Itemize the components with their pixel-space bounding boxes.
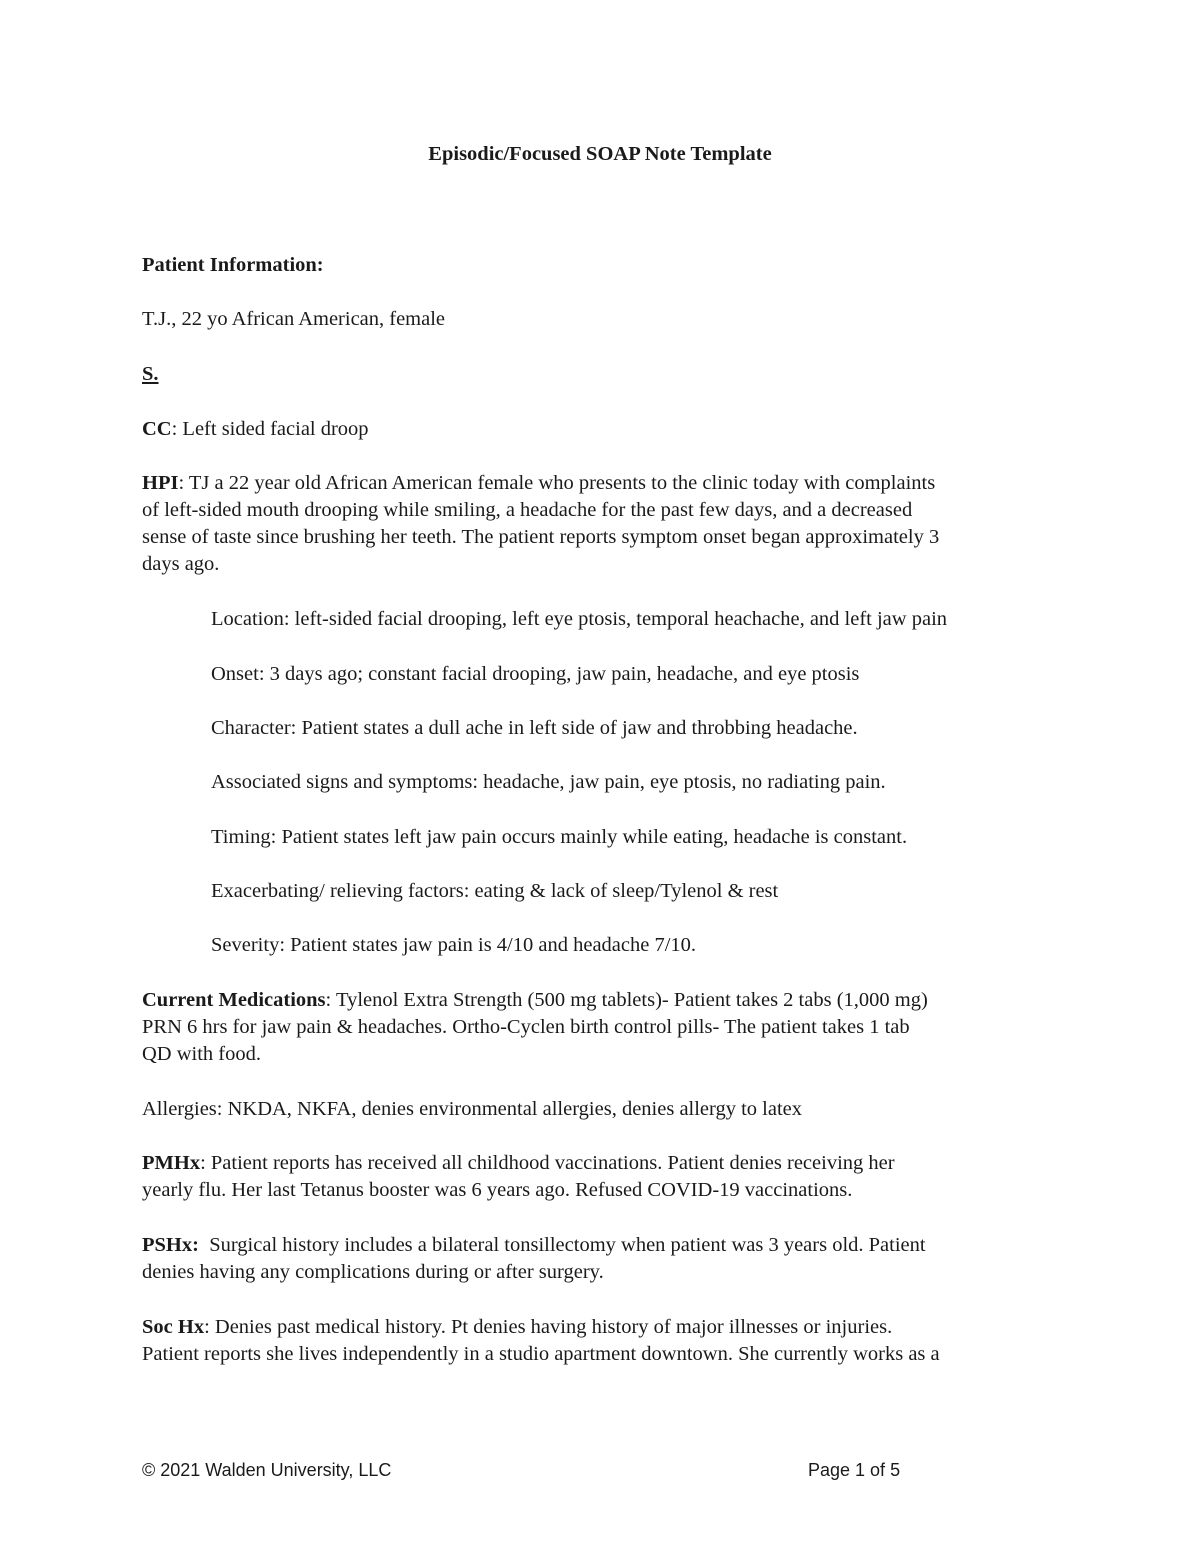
cc-label: CC (142, 418, 172, 440)
current-medications: Current Medications: Tylenol Extra Strength (500 mg tablets)- Patient takes 2 tabs (1,000 mg) PRN 6 hrs for jaw pain & headaches. Ortho-Cyclen birth control pills- The patient takes 1 tab QD with food. (142, 989, 928, 1065)
soc-label: Soc Hx (142, 1316, 205, 1338)
document-title: Episodic/Focused SOAP Note Template (428, 143, 772, 165)
cc-text: : Left sided facial droop (171, 418, 369, 440)
hpi-timing: Timing: Patient states left jaw pain occurs mainly while eating, headache is constant. (211, 826, 908, 848)
pmhx-label: PMHx (142, 1152, 201, 1174)
patient-info-heading: Patient Information: (142, 254, 324, 276)
footer-copyright: © 2021 Walden University, LLC (142, 1460, 392, 1480)
hpi-label: HPI (142, 472, 179, 494)
hpi-line: of left-sided mouth drooping while smiling, a headache for the past few days, and a decreased (142, 499, 913, 521)
hpi-character: Character: Patient states a dull ache in left side of jaw and throbbing headache. (211, 717, 858, 739)
pshx-label: PSHx: (142, 1234, 199, 1256)
patient-info-value: T.J., 22 yo African American, female (142, 308, 446, 330)
subjective-heading: S. (142, 363, 159, 385)
social-history: Soc Hx: Denies past medical history. Pt denies having history of major illnesses or injuries. Patient reports she lives independently in a studio apartment downtown. She currently works as a (142, 1316, 940, 1365)
hpi-line: sense of taste since brushing her teeth. The patient reports symptom onset began approximately 3 (142, 526, 940, 548)
hpi-line: HPI: TJ a 22 year old African American female who presents to the clinic today with complaints (142, 472, 936, 494)
allergies: Allergies: NKDA, NKFA, denies environmental allergies, denies allergy to latex (142, 1098, 803, 1120)
hpi-associated: Associated signs and symptoms: headache, jaw pain, eye ptosis, no radiating pain. (211, 771, 886, 793)
footer-page-number: Page 1 of 5 (808, 1460, 901, 1480)
chief-complaint (142, 416, 1067, 443)
hpi-severity: Severity: Patient states jaw pain is 4/10 and headache 7/10. (211, 934, 697, 956)
pshx: PSHx: Surgical history includes a bilateral tonsillectomy when patient was 3 years old. Patient denies having any complications during or after surgery. (142, 1234, 926, 1283)
hpi-onset: Onset: 3 days ago; constant facial drooping, jaw pain, headache, and eye ptosis (211, 663, 860, 685)
medications-label: Current Medications (142, 989, 326, 1011)
hpi-line: days ago. (142, 553, 220, 575)
hpi-location: Location: left-sided facial drooping, left eye ptosis, temporal heachache, and left jaw pain (211, 608, 948, 630)
pmhx: PMHx: Patient reports has received all childhood vaccinations. Patient denies receiving her yearly flu. Her last Tetanus booster was 6 years ago. Refused COVID-19 vaccinations. (142, 1152, 895, 1201)
hpi-exacerbating: Exacerbating/ relieving factors: eating & lack of sleep/Tylenol & rest (211, 880, 779, 902)
hpi-paragraph (142, 470, 1067, 578)
